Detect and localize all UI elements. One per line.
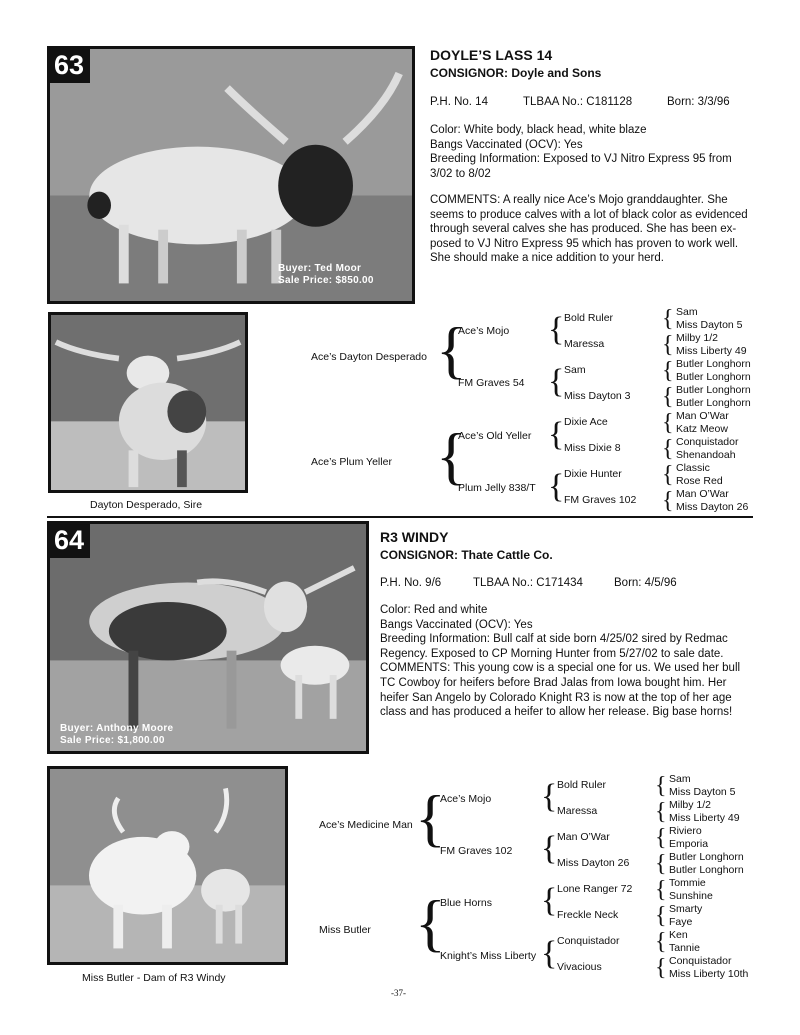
lot63-born: Born: 3/3/96 <box>667 96 730 108</box>
pedigree-g4: Ken <box>669 929 688 941</box>
bracket: { <box>548 363 565 400</box>
bracket: { <box>548 416 565 453</box>
bracket: { <box>655 877 667 903</box>
pedigree-g3: Vivacious <box>557 961 602 973</box>
lot64-title: R3 WINDY <box>380 529 449 545</box>
pedigree-g2: Blue Horns <box>440 897 492 909</box>
cow-image <box>50 524 366 751</box>
pedigree-g3: Man O’War <box>557 831 610 843</box>
bracket: { <box>655 825 667 851</box>
lot63-consignor: CONSIGNOR: Doyle and Sons <box>430 66 602 80</box>
detail-line: Bangs Vaccinated (OCV): Yes <box>430 138 583 151</box>
pedigree-g2: Ace’s Old Yeller <box>458 430 532 442</box>
lot63-sire-photo <box>48 312 248 493</box>
detail-line: Breeding Information: Bull calf at side born 4/25/02 sired by Redmac <box>380 633 728 646</box>
bracket: { <box>662 332 674 358</box>
lot64-tlbaa-number: TLBAA No.: C171434 <box>473 577 583 589</box>
pedigree-g4: Butler Longhorn <box>676 358 751 370</box>
pedigree-dam: Ace’s Plum Yeller <box>311 456 392 468</box>
pedigree-g4: Miss Dayton 5 <box>676 319 743 331</box>
lot63-comments <box>430 193 760 266</box>
detail-line: Color: Red and white <box>380 604 488 616</box>
lot63-details <box>430 123 732 181</box>
pedigree-g3: Bold Ruler <box>564 312 614 324</box>
lot63-cow-photo <box>47 46 415 304</box>
bracket: { <box>415 887 446 958</box>
bracket: { <box>655 799 667 825</box>
pedigree-sire: Ace’s Dayton Desperado <box>311 351 427 363</box>
bracket: { <box>415 782 446 853</box>
pedigree-g4: Butler Longhorn <box>669 851 744 863</box>
bracket: { <box>541 830 558 867</box>
pedigree-g4: Emporia <box>669 838 709 850</box>
detail-line: COMMENTS: This young cow is a special one for us. We used her bull <box>380 662 741 675</box>
bracket: { <box>541 778 558 815</box>
buyer-name: Buyer: Ted Moor <box>278 263 362 274</box>
buyer-label <box>60 723 173 747</box>
pedigree-g3: Miss Dayton 26 <box>557 857 630 869</box>
pedigree-g4: Tommie <box>669 877 706 889</box>
dam-image <box>50 769 285 962</box>
bracket: { <box>655 929 667 955</box>
pedigree-g3: Lone Ranger 72 <box>557 883 633 895</box>
pedigree-g4: Miss Liberty 49 <box>676 345 747 357</box>
pedigree-g2: Ace’s Mojo <box>458 325 510 337</box>
pedigree-g3: Dixie Hunter <box>564 468 622 480</box>
bracket: { <box>655 851 667 877</box>
pedigree-g4: Butler Longhorn <box>669 864 744 876</box>
pedigree-g4: Smarty <box>669 903 703 915</box>
pedigree-g4: Shenandoah <box>676 449 736 461</box>
dam-caption: Miss Butler - Dam of R3 Windy <box>82 972 226 984</box>
bracket: { <box>662 462 674 488</box>
pedigree-g4: Riviero <box>669 825 702 837</box>
bracket: { <box>548 468 565 505</box>
bracket: { <box>655 955 667 981</box>
pedigree-g3: FM Graves 102 <box>564 494 637 506</box>
lot63-title: DOYLE’S LASS 14 <box>430 47 553 63</box>
pedigree-g4: Katz Meow <box>676 423 728 435</box>
pedigree-g4: Man O’War <box>676 488 729 500</box>
bracket: { <box>655 773 667 799</box>
lot64-details <box>380 603 760 720</box>
bracket: { <box>548 311 565 348</box>
comment-line: seems to produce calves with a lot of black color as evidenced <box>430 208 748 221</box>
sale-price: Sale Price: $850.00 <box>278 275 374 286</box>
pedigree-g4: Butler Longhorn <box>676 397 751 409</box>
pedigree-g4: Butler Longhorn <box>676 384 751 396</box>
sale-price: Sale Price: $1,800.00 <box>60 735 165 746</box>
pedigree-g2: Knight’s Miss Liberty <box>440 950 537 962</box>
detail-line: class and has produced a heifer to allow her release. Big base horns! <box>380 706 733 719</box>
pedigree-dam: Miss Butler <box>319 924 371 936</box>
bracket: { <box>662 410 674 436</box>
bracket: { <box>662 306 674 332</box>
lot64-cow-photo <box>47 521 369 754</box>
lot64-ph-number: P.H. No. 9/6 <box>380 577 442 589</box>
bracket: { <box>436 420 467 491</box>
lot64-born: Born: 4/5/96 <box>614 577 677 589</box>
pedigree-g3: Maressa <box>564 338 605 350</box>
lot63-tlbaa-number: TLBAA No.: C181128 <box>523 96 633 108</box>
buyer-label <box>278 263 374 287</box>
pedigree-g4: Classic <box>676 462 710 474</box>
sire-image <box>51 315 245 490</box>
pedigree-g4: Miss Dayton 5 <box>669 786 736 798</box>
comment-line: through several calves she has produced. She has been ex- <box>430 223 737 236</box>
pedigree-g3: Miss Dayton 3 <box>564 390 631 402</box>
comment-line: COMMENTS: A really nice Ace’s Mojo granddaughter. She <box>430 194 728 206</box>
pedigree-g4: Conquistador <box>676 436 739 448</box>
bracket: { <box>541 935 558 972</box>
pedigree-g3: Maressa <box>557 805 598 817</box>
pedigree-g3: Sam <box>564 364 586 376</box>
comment-line: posed to VJ Nitro Express 95 which has proven to work well. <box>430 237 739 250</box>
pedigree-g4: Faye <box>669 916 693 928</box>
detail-line: TC Cowboy for heifers before Brad Jalas from Iowa bought him. Her <box>380 676 727 689</box>
pedigree-g2: FM Graves 54 <box>458 377 525 389</box>
pedigree-g2: Plum Jelly 838/T <box>458 482 536 494</box>
pedigree-g3: Conquistador <box>557 935 620 947</box>
bracket: { <box>662 384 674 410</box>
lot64-consignor: CONSIGNOR: Thate Cattle Co. <box>380 548 553 562</box>
pedigree-g4: Miss Liberty 49 <box>669 812 740 824</box>
bracket: { <box>662 436 674 462</box>
pedigree-g4: Man O’War <box>676 410 729 422</box>
pedigree-g4: Miss Dayton 26 <box>676 501 749 513</box>
lot-number-badge: 63 <box>50 49 90 83</box>
bracket: { <box>662 488 674 514</box>
pedigree-g4: Sam <box>669 773 691 785</box>
detail-line: heifer San Angelo by Colorado Knight R3 is now at the top of her age <box>380 691 732 704</box>
section-divider <box>47 516 753 518</box>
pedigree-g4: Butler Longhorn <box>676 371 751 383</box>
pedigree-g3: Dixie Ace <box>564 416 608 428</box>
bracket: { <box>436 314 467 385</box>
lot64-dam-photo <box>47 766 288 965</box>
comment-line: She should make a nice addition to your herd. <box>430 252 664 265</box>
lot-number-badge: 64 <box>50 524 90 558</box>
detail-line: Bangs Vaccinated (OCV): Yes <box>380 618 533 631</box>
pedigree-g2: FM Graves 102 <box>440 845 513 857</box>
lot63-ph-number: P.H. No. 14 <box>430 96 488 108</box>
buyer-name: Buyer: Anthony Moore <box>60 723 174 734</box>
sire-caption: Dayton Desperado, Sire <box>90 499 203 511</box>
pedigree-g2: Ace’s Mojo <box>440 793 492 805</box>
pedigree-g4: Sam <box>676 306 698 318</box>
detail-line: Regency. Exposed to CP Morning Hunter from 5/27/02 to sale date. <box>380 647 724 660</box>
bracket: { <box>541 882 558 919</box>
pedigree-g4: Rose Red <box>676 475 723 487</box>
bracket: { <box>655 903 667 929</box>
pedigree-g3: Bold Ruler <box>557 779 607 791</box>
pedigree-g3: Miss Dixie 8 <box>564 442 621 454</box>
detail-line: 3/02 to 8/02 <box>430 167 491 180</box>
pedigree-sire: Ace’s Medicine Man <box>319 819 413 831</box>
pedigree-g4: Tannie <box>669 942 700 954</box>
bracket: { <box>662 358 674 384</box>
pedigree-g4: Sunshine <box>669 890 713 902</box>
pedigree-g4: Miss Liberty 10th <box>669 968 749 980</box>
pedigree-g4: Milby 1/2 <box>676 332 719 344</box>
detail-line: Color: White body, black head, white blaze <box>430 124 647 136</box>
page-number: -37- <box>391 988 406 998</box>
pedigree-g3: Freckle Neck <box>557 909 619 921</box>
detail-line: Breeding Information: Exposed to VJ Nitro Express 95 from <box>430 153 732 166</box>
pedigree-g4: Conquistador <box>669 955 732 967</box>
pedigree-g4: Milby 1/2 <box>669 799 712 811</box>
